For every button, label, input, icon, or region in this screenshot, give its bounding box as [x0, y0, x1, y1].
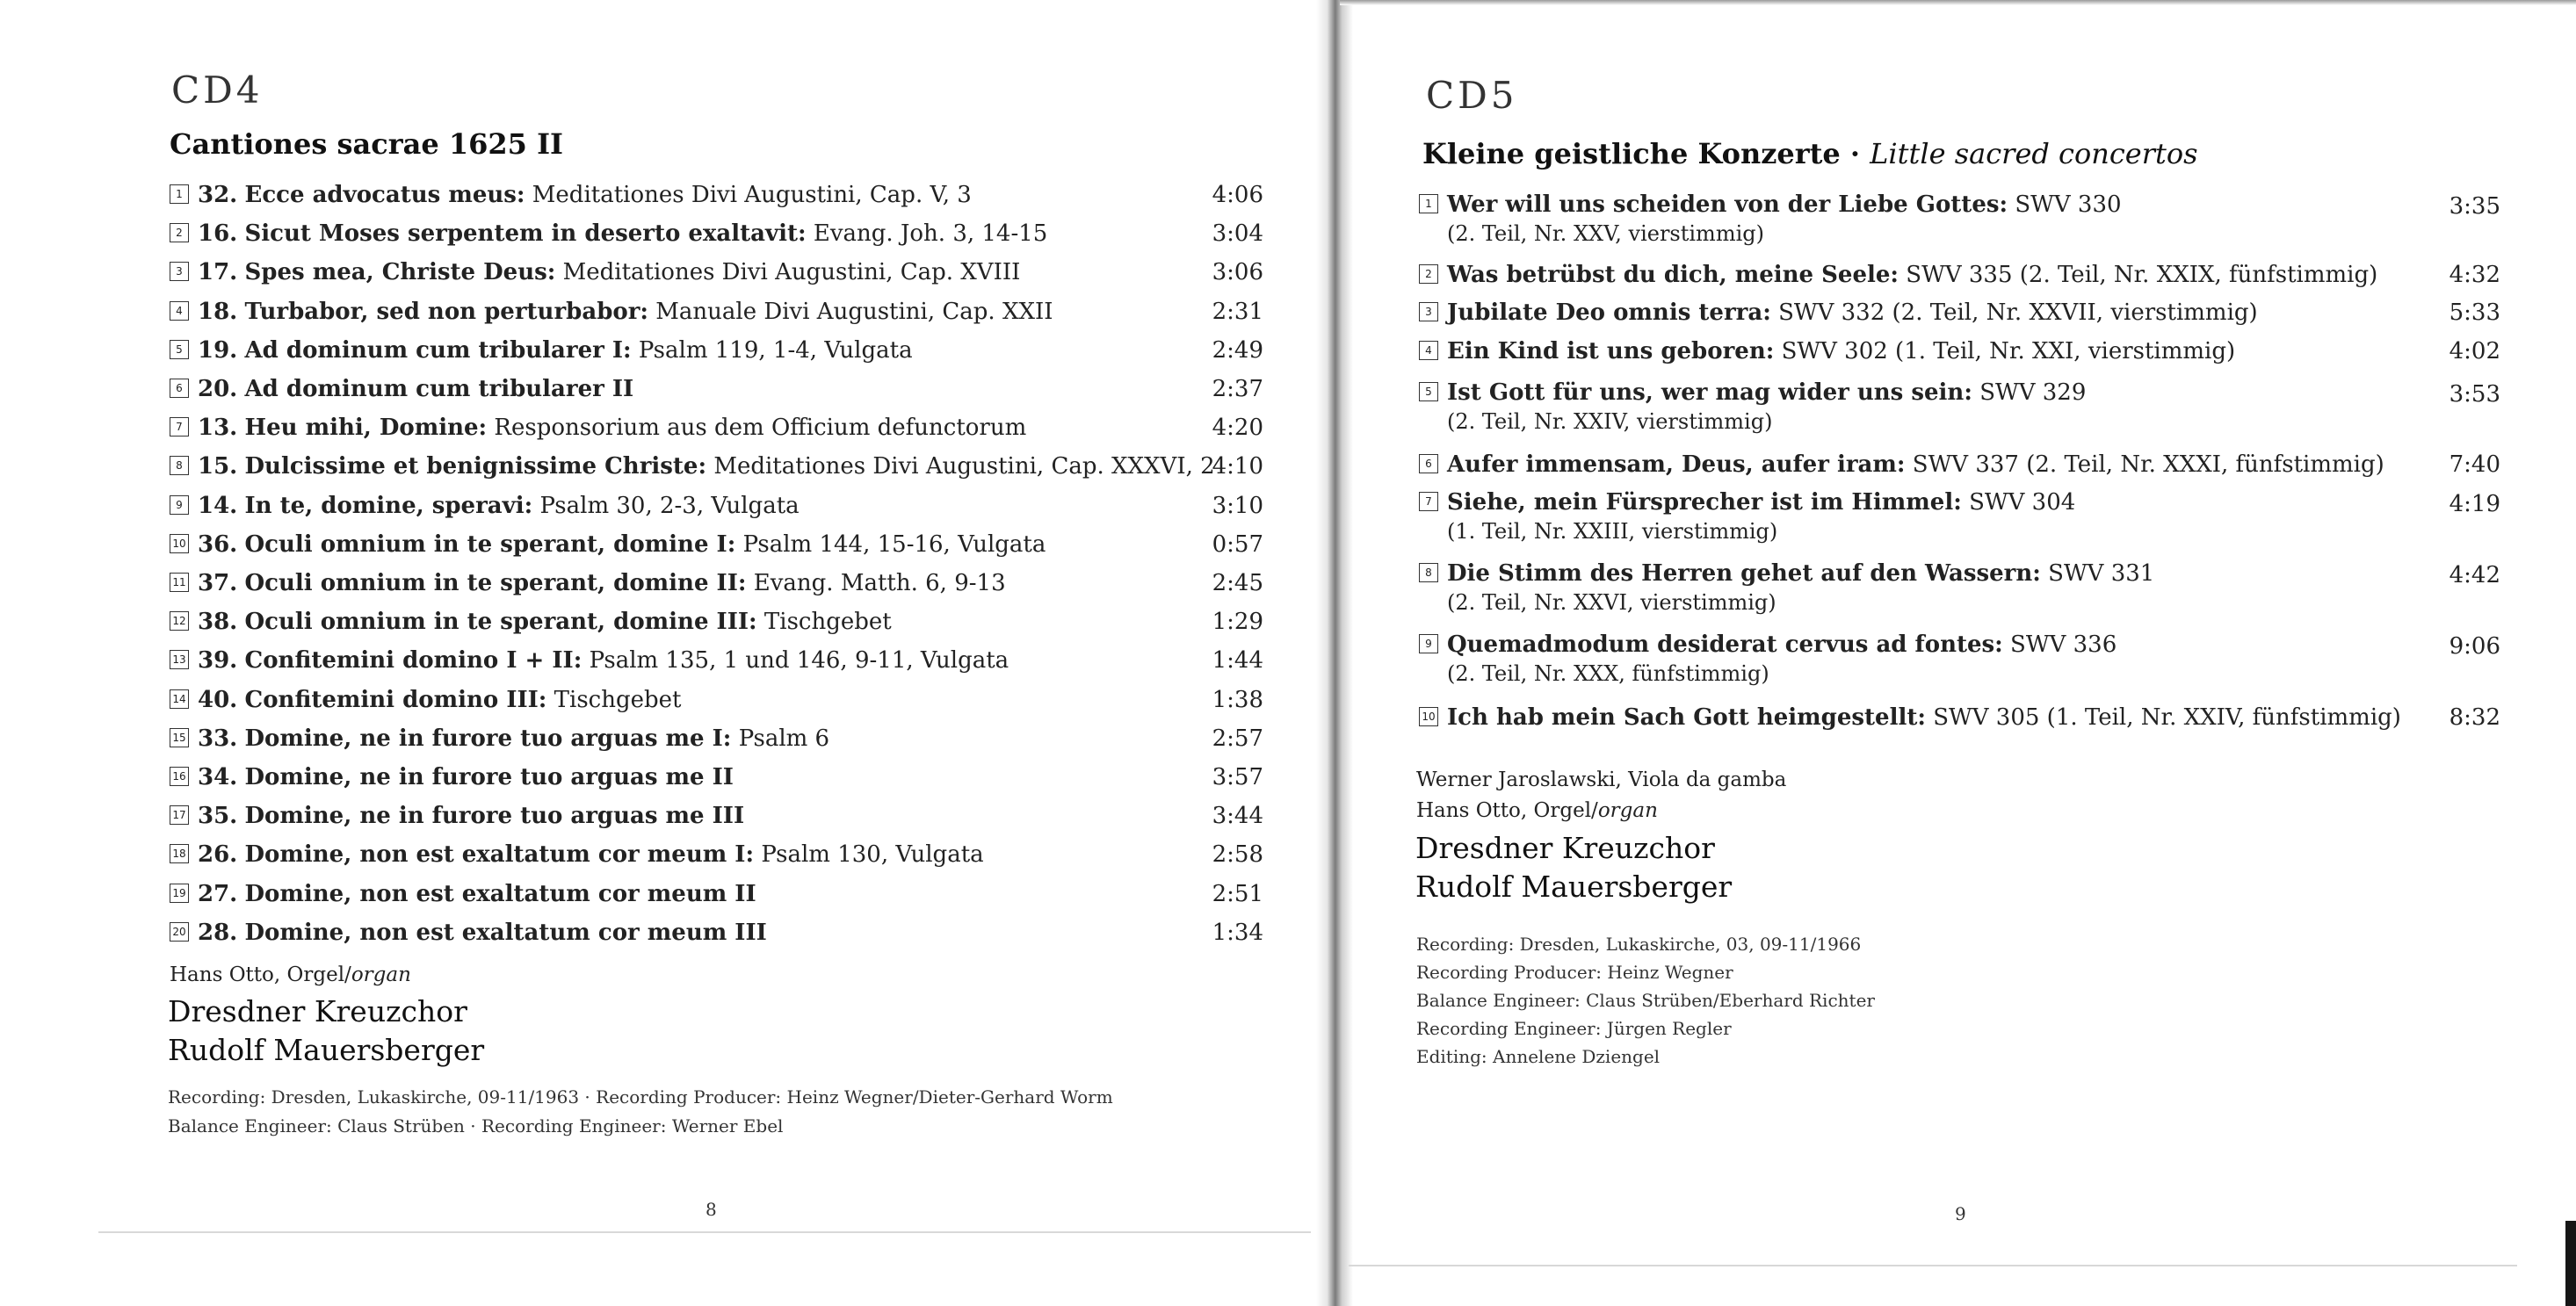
track-number-box: 20 — [170, 922, 189, 942]
work-number: 27. — [198, 881, 238, 907]
track-row — [170, 259, 1020, 285]
track-catalogue: SWV 332 (2. Teil, Nr. XXVII, vierstimmig) — [1778, 299, 2258, 326]
album-title: Cantiones sacrae 1625 II — [170, 127, 563, 161]
track-number-box: 2 — [1419, 264, 1438, 284]
track-row — [1419, 631, 2117, 658]
track-duration: 3:53 — [2449, 381, 2500, 408]
track-row — [1419, 451, 2384, 478]
work-number: 28. — [198, 920, 238, 946]
conductor-name: Rudolf Mauersberger — [168, 1033, 485, 1067]
work-number: 16. — [198, 220, 238, 247]
work-number: 34. — [198, 764, 238, 790]
track-title: In te, domine, speravi: — [244, 493, 533, 519]
track-catalogue: SWV 337 (2. Teil, Nr. XXXI, fünfstimmig) — [1912, 451, 2384, 478]
track-number-box: 13 — [170, 650, 189, 669]
gamba-credit: Werner Jaroslawski, Viola da gamba — [1416, 768, 1787, 791]
choir-name: Dresdner Kreuzchor — [1415, 831, 1715, 865]
recording-info-line: Editing: Annelene Dziengel — [1416, 1046, 1661, 1067]
track-row — [170, 531, 1046, 558]
work-number: 40. — [198, 687, 238, 713]
work-number: 33. — [198, 725, 238, 752]
track-subtitle: (2. Teil, Nr. XXX, fünfstimmig) — [1447, 661, 1769, 686]
track-number-box: 12 — [170, 611, 189, 631]
track-number-box: 16 — [170, 767, 189, 786]
track-catalogue: SWV 335 (2. Teil, Nr. XXIX, fünfstimmig) — [1906, 262, 2378, 288]
track-title: Spes mea, Christe Deus: — [244, 259, 556, 285]
track-title: Confitemini domino III: — [244, 687, 547, 713]
track-title: Ein Kind ist uns geboren: — [1447, 338, 1775, 364]
track-number-box: 7 — [170, 417, 189, 437]
track-row — [170, 764, 734, 790]
track-row — [170, 803, 744, 829]
track-subtitle: (2. Teil, Nr. XXV, vierstimmig) — [1447, 221, 1764, 246]
track-title: Aufer immensam, Deus, aufer iram: — [1447, 451, 1906, 478]
track-duration: 5:33 — [2449, 299, 2500, 326]
track-number-box: 10 — [1419, 707, 1438, 726]
track-number-box: 17 — [170, 805, 189, 825]
work-number: 37. — [198, 570, 238, 596]
track-subtitle: (2. Teil, Nr. XXVI, vierstimmig) — [1447, 590, 1776, 615]
recording-info-line: Balance Engineer: Claus Strüben/Eberhard Richter — [1416, 990, 1875, 1011]
recording-info-line: Recording: Dresden, Lukaskirche, 03, 09-11/1966 — [1416, 934, 1862, 955]
track-title: Heu mihi, Domine: — [244, 415, 488, 441]
track-title: Oculi omnium in te sperant, domine I: — [244, 531, 736, 558]
choir-name: Dresdner Kreuzchor — [168, 994, 467, 1028]
track-duration: 0:57 — [1212, 531, 1263, 558]
work-number: 20. — [198, 376, 238, 402]
track-catalogue: SWV 304 — [1969, 489, 2076, 516]
track-row — [1419, 338, 2235, 364]
track-row — [170, 337, 913, 364]
track-title: Jubilate Deo omnis terra: — [1447, 299, 1771, 326]
track-duration: 4:20 — [1212, 415, 1263, 441]
track-row — [170, 220, 1047, 247]
track-catalogue: SWV 331 — [2048, 560, 2155, 587]
track-catalogue: SWV 302 (1. Teil, Nr. XXI, vierstimmig) — [1781, 338, 2236, 364]
track-title: Ich hab mein Sach Gott heimgestellt: — [1447, 704, 1926, 731]
track-title: Domine, ne in furore tuo arguas me II — [244, 764, 734, 790]
track-duration: 1:44 — [1212, 647, 1263, 674]
track-number-box: 9 — [170, 495, 189, 515]
recording-info-line: Recording Producer: Heinz Wegner — [1416, 962, 1733, 983]
track-row — [170, 493, 800, 519]
recording-info-line: Recording Engineer: Jürgen Regler — [1416, 1018, 1732, 1039]
track-row — [170, 415, 1026, 441]
track-duration: 3:57 — [1212, 764, 1263, 790]
track-number-box: 4 — [1419, 341, 1438, 360]
track-duration: 4:06 — [1212, 182, 1263, 208]
track-number-box: 3 — [170, 262, 189, 281]
track-duration: 8:32 — [2449, 704, 2500, 731]
track-number-box: 6 — [1419, 454, 1438, 473]
track-number-box: 15 — [170, 728, 189, 747]
track-duration: 4:02 — [2449, 338, 2500, 364]
track-duration: 3:44 — [1212, 803, 1263, 829]
cd-label: CD4 — [171, 69, 264, 112]
conductor-name: Rudolf Mauersberger — [1415, 869, 1733, 904]
track-number-box: 3 — [1419, 302, 1438, 321]
track-title: Domine, ne in furore tuo arguas me III — [244, 803, 745, 829]
track-title: Oculi omnium in te sperant, domine III: — [244, 609, 757, 635]
track-duration: 2:45 — [1212, 570, 1263, 596]
track-source: Psalm 6 — [738, 725, 830, 752]
track-row — [170, 920, 767, 946]
recording-info-line: Balance Engineer: Claus Strüben · Recording Engineer: Werner Ebel — [168, 1115, 784, 1136]
track-duration: 4:10 — [1212, 453, 1263, 480]
work-number: 35. — [198, 803, 238, 829]
track-row — [170, 299, 1053, 325]
track-source: Psalm 30, 2-3, Vulgata — [539, 493, 800, 519]
track-number-box: 4 — [170, 301, 189, 321]
track-number-box: 11 — [170, 573, 189, 592]
track-source: Psalm 119, 1-4, Vulgata — [638, 337, 913, 364]
track-number-box: 8 — [1419, 563, 1438, 582]
track-duration: 4:42 — [2449, 562, 2500, 588]
work-number: 36. — [198, 531, 238, 558]
track-row — [1419, 704, 2401, 731]
track-row — [170, 453, 1215, 480]
track-subtitle: (1. Teil, Nr. XXIII, vierstimmig) — [1447, 519, 1778, 544]
work-number: 39. — [198, 647, 238, 674]
cd-label: CD5 — [1426, 74, 1518, 117]
track-duration: 4:19 — [2449, 491, 2500, 517]
track-duration: 3:04 — [1212, 220, 1263, 247]
track-row — [1419, 262, 2377, 288]
track-catalogue: SWV 336 — [2010, 631, 2117, 658]
track-duration: 2:49 — [1212, 337, 1263, 364]
page-number: 9 — [1955, 1203, 1966, 1224]
work-number: 38. — [198, 609, 238, 635]
track-number-box: 5 — [1419, 382, 1438, 401]
track-title: Ecce advocatus meus: — [244, 182, 525, 208]
track-catalogue: SWV 330 — [2015, 191, 2122, 218]
track-title: Sicut Moses serpentem in deserto exaltavit: — [244, 220, 807, 247]
track-source: Evang. Matth. 6, 9-13 — [753, 570, 1006, 596]
track-source: Evang. Joh. 3, 14-15 — [813, 220, 1048, 247]
track-title: Ad dominum cum tribularer II — [244, 376, 634, 402]
track-source: Psalm 130, Vulgata — [761, 841, 984, 868]
track-source: Meditationes Divi Augustini, Cap. XVIII — [562, 259, 1021, 285]
track-title: Was betrübst du dich, meine Seele: — [1447, 262, 1899, 288]
track-row — [170, 881, 756, 907]
track-title: Domine, non est exaltatum cor meum II — [244, 881, 756, 907]
track-number-box: 1 — [1419, 194, 1438, 213]
right-page — [1349, 0, 2576, 1306]
track-title: Siehe, mein Fürsprecher ist im Himmel: — [1447, 489, 1962, 516]
track-title: Quemadmodum desiderat cervus ad fontes: — [1447, 631, 2003, 658]
track-duration: 2:58 — [1212, 841, 1263, 868]
track-row — [1419, 379, 2086, 406]
track-number-box: 7 — [1419, 492, 1438, 511]
track-number-box: 9 — [1419, 634, 1438, 653]
track-number-box: 8 — [170, 456, 189, 475]
track-title: Turbabor, sed non perturbabor: — [244, 299, 649, 325]
work-number: 19. — [198, 337, 238, 364]
track-duration: 1:38 — [1212, 687, 1263, 713]
track-title: Domine, non est exaltatum cor meum I: — [244, 841, 755, 868]
work-number: 13. — [198, 415, 238, 441]
track-row — [170, 725, 829, 752]
track-duration: 1:29 — [1212, 609, 1263, 635]
track-duration: 4:32 — [2449, 262, 2500, 288]
track-duration: 3:10 — [1212, 493, 1263, 519]
album-title: Kleine geistliche Konzerte · Little sacred concertos — [1422, 137, 2198, 170]
organist-credit: Hans Otto, Orgel/organ — [1416, 799, 1658, 822]
track-duration: 1:34 — [1212, 920, 1263, 946]
work-number: 15. — [198, 453, 238, 480]
recording-info-line: Recording: Dresden, Lukaskirche, 09-11/1963 · Recording Producer: Heinz Wegner/Dieter-Gerhard Worm — [168, 1086, 1113, 1108]
track-number-box: 18 — [170, 844, 189, 863]
track-title: Ad dominum cum tribularer I: — [244, 337, 632, 364]
track-source: Responsorium aus dem Officium defunctorum — [494, 415, 1027, 441]
track-row — [170, 687, 682, 713]
work-number: 26. — [198, 841, 238, 868]
work-number: 18. — [198, 299, 238, 325]
page-number: 8 — [706, 1199, 717, 1220]
track-number-box: 2 — [170, 223, 189, 242]
track-number-box: 10 — [170, 534, 189, 553]
work-number: 32. — [198, 182, 238, 208]
track-number-box: 1 — [170, 184, 189, 204]
track-source: Tischgebet — [554, 687, 682, 713]
track-source: Psalm 135, 1 und 146, 9-11, Vulgata — [589, 647, 1009, 674]
track-title: Domine, non est exaltatum cor meum III — [244, 920, 767, 946]
track-catalogue: SWV 329 — [1979, 379, 2087, 406]
track-row — [170, 570, 1006, 596]
track-row — [1419, 560, 2154, 587]
track-row — [170, 609, 892, 635]
track-row — [170, 376, 633, 402]
track-number-box: 14 — [170, 689, 189, 709]
track-number-box: 6 — [170, 379, 189, 398]
track-duration: 2:37 — [1212, 376, 1263, 402]
work-number: 14. — [198, 493, 238, 519]
track-row — [1419, 299, 2258, 326]
work-number: 17. — [198, 259, 238, 285]
track-title: Die Stimm des Herren gehet auf den Wassern: — [1447, 560, 2041, 587]
organist-credit: Hans Otto, Orgel/organ — [170, 963, 411, 986]
track-source: Psalm 144, 15-16, Vulgata — [742, 531, 1046, 558]
track-source: Manuale Divi Augustini, Cap. XXII — [655, 299, 1053, 325]
track-source: Meditationes Divi Augustini, Cap. XXXVI, 2 — [713, 453, 1215, 480]
track-catalogue: SWV 305 (1. Teil, Nr. XXIV, fünfstimmig) — [1933, 704, 2401, 731]
track-number-box: 19 — [170, 884, 189, 903]
track-title: Ist Gott für uns, wer mag wider uns sein: — [1447, 379, 1972, 406]
track-title: Dulcissime et benignissime Christe: — [244, 453, 707, 480]
track-title: Oculi omnium in te sperant, domine II: — [244, 570, 747, 596]
track-row — [170, 182, 972, 208]
track-row — [1419, 489, 2075, 516]
track-number-box: 5 — [170, 340, 189, 359]
track-duration: 9:06 — [2449, 633, 2500, 660]
track-duration: 3:06 — [1212, 259, 1263, 285]
track-title: Confitemini domino I + II: — [244, 647, 582, 674]
track-row — [170, 647, 1009, 674]
track-duration: 7:40 — [2449, 451, 2500, 478]
track-source: Tischgebet — [763, 609, 892, 635]
track-duration: 3:35 — [2449, 193, 2500, 220]
track-duration: 2:51 — [1212, 881, 1263, 907]
track-duration: 2:31 — [1212, 299, 1263, 325]
track-subtitle: (2. Teil, Nr. XXIV, vierstimmig) — [1447, 409, 1773, 434]
track-duration: 2:57 — [1212, 725, 1263, 752]
track-title: Wer will uns scheiden von der Liebe Gottes: — [1447, 191, 2008, 218]
track-row — [170, 841, 984, 868]
track-source: Meditationes Divi Augustini, Cap. V, 3 — [532, 182, 972, 208]
track-title: Domine, ne in furore tuo arguas me I: — [244, 725, 732, 752]
track-row — [1419, 191, 2122, 218]
